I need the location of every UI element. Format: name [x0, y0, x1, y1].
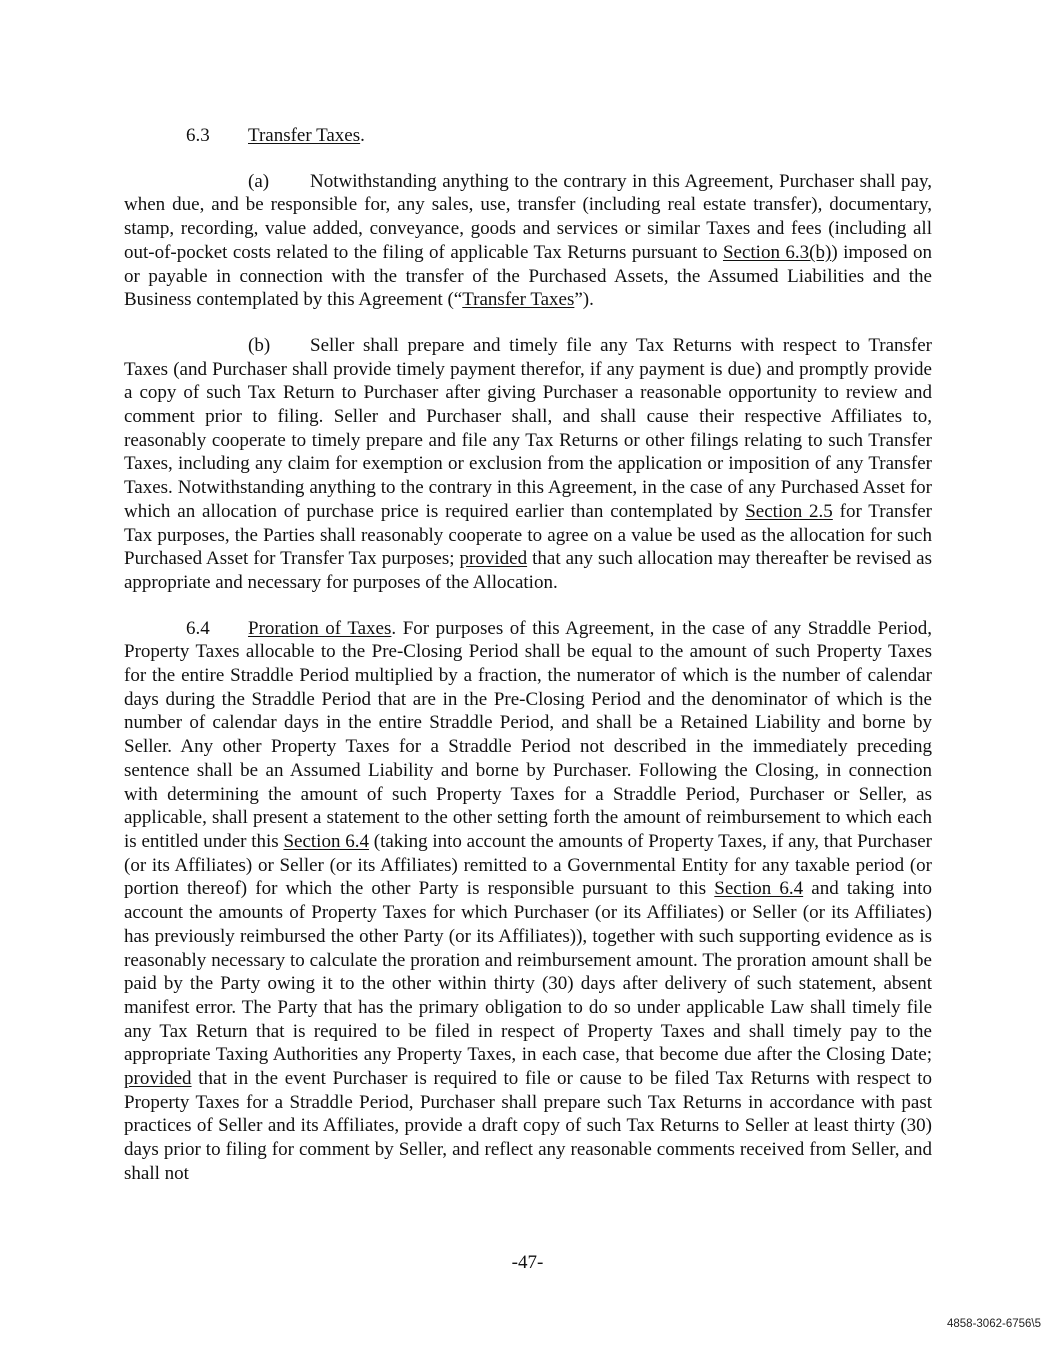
- cross-reference: Section 6.4: [714, 878, 804, 900]
- clause-text: . For purposes of this Agreement, in the case of any Straddle Period, Property Taxes allocable to the Pre-Closing Period shall be equal to the amount of such Property Taxes for the entire Straddle Period multiplied by a fraction, the numerator of which is the number of calendar days during the Straddle Period that are in the Pre-Closing Period and the denominator of which is the number of calendar days in the entire Straddle Period, and shall be a Retained Liability and borne by Seller. Any other Property Taxes for a Straddle Period not described in the immediately preceding sentence shall be an Assumed Liability and borne by Purchaser. Following the Closing, in connection with determining the amount of such Property Taxes for a Straddle Period, Purchaser or Seller, as applicable, shall present a statement to the other setting forth the amount of reimbursement to which each is entitled under this: [124, 617, 932, 852]
- clause-label: (b): [248, 334, 271, 356]
- clause-text: ”).: [574, 289, 594, 311]
- clause-text: that any such allocation may thereafter be revised as appropriate and necessary for purposes of the Allocation.: [124, 548, 933, 593]
- cross-reference: Section 2.5: [745, 500, 833, 522]
- clause-text: ) imposed on or payable in connection with the transfer of the Purchased Assets, the Assumed Liabilities and the Business contemplated by this Agreement (“: [124, 241, 932, 311]
- section-6-3-a: [124, 170, 932, 312]
- document-body: [124, 124, 932, 1208]
- page-number: -47-: [511, 1252, 544, 1273]
- defined-term: Transfer Taxes: [462, 289, 575, 311]
- clause-text: Seller shall prepare and timely file any Tax Returns with respect to Transfer Taxes (and Purchaser shall provide timely payment therefor, if any payment is due) and promptly provide a copy of such Tax Return to Purchaser after giving Purchaser a reasonable opportunity to review and comment prior to filing. Seller and Purchaser shall, and shall cause their respective Affiliates to, reasonably cooperate to timely prepare and file any Tax Returns or other filings relating to such Transfer Taxes, including any claim for exemption or exclusion from the application or imposition of any Transfer Taxes. Notwithstanding anything to the contrary in this Agreement, in the case of any Purchased Asset for which an allocation of purchase price is required earlier than contemplated by: [124, 334, 932, 522]
- clause-text: for Transfer Tax purposes, the Parties shall reasonably cooperate to agree on a value be used as the allocation for such Purchased Asset for Transfer Tax purposes;: [124, 500, 932, 570]
- section-title-period: .: [360, 125, 365, 146]
- clause-text: and taking into account the amounts of Property Taxes for which Purchaser (or its Affiliates) or Seller (or its Affiliates) has previously reimbursed the other Party (or its Affiliates)), together with such supporting evidence as is reasonably necessary to calculate the proration and reimbursement amount. The proration amount shall be paid by the Party owing it to the other within thirty (30) days after delivery of such statement, absent manifest error. The Party that has the primary obligation to do so under applicable Law shall timely file any Tax Return that is required to be filed in respect of Property Taxes and shall timely pay to the appropriate Taxing Authorities any Property Taxes, in each case, that become due after the Closing Date;: [124, 878, 932, 1066]
- clause-text: (taking into account the amounts of Property Taxes, if any, that Purchaser (or its Affiliates) or Seller (or its Affiliates) remitted to a Governmental Entity for any taxable period (or portion thereof) for which the other Party is responsible pursuant to this: [124, 830, 932, 900]
- proviso-term: provided: [124, 1068, 192, 1090]
- document-id: 4858-3062-6756\5: [947, 1318, 1041, 1330]
- cross-reference: Section 6.3(b): [722, 241, 832, 263]
- section-number: 6.4: [186, 617, 210, 639]
- cross-reference: Section 6.4: [283, 830, 369, 852]
- proviso-term: provided: [459, 548, 528, 570]
- section-title: Transfer Taxes: [248, 125, 361, 146]
- section-title: Proration of Taxes: [248, 617, 392, 639]
- clause-text: Notwithstanding anything to the contrary in this Agreement, Purchaser shall pay, when due, and be responsible for, any sales, use, transfer (including real estate transfer), documentary, stamp, recording, value added, conveyance, goods and services or similar Taxes and fees (including all out-of-pocket costs related to the filing of applicable Tax Returns pursuant to: [124, 170, 932, 263]
- clause-label: (a): [248, 170, 270, 192]
- section-6-3-b: [124, 334, 932, 595]
- clause-text: that in the event Purchaser is required to file or cause to be filed Tax Returns with respect to Property Taxes for a Straddle Period, Purchaser shall prepare such Tax Returns in accordance with past practices of Seller and its Affiliates, provide a draft copy of such Tax Returns to Seller at least thirty (30) days prior to filing for comment by Seller, and reflect any reasonable comments received from Seller, and shall not: [124, 1068, 932, 1184]
- section-6-3-heading: [124, 124, 932, 148]
- section-number: 6.3: [186, 125, 210, 146]
- section-6-4: [124, 617, 932, 1186]
